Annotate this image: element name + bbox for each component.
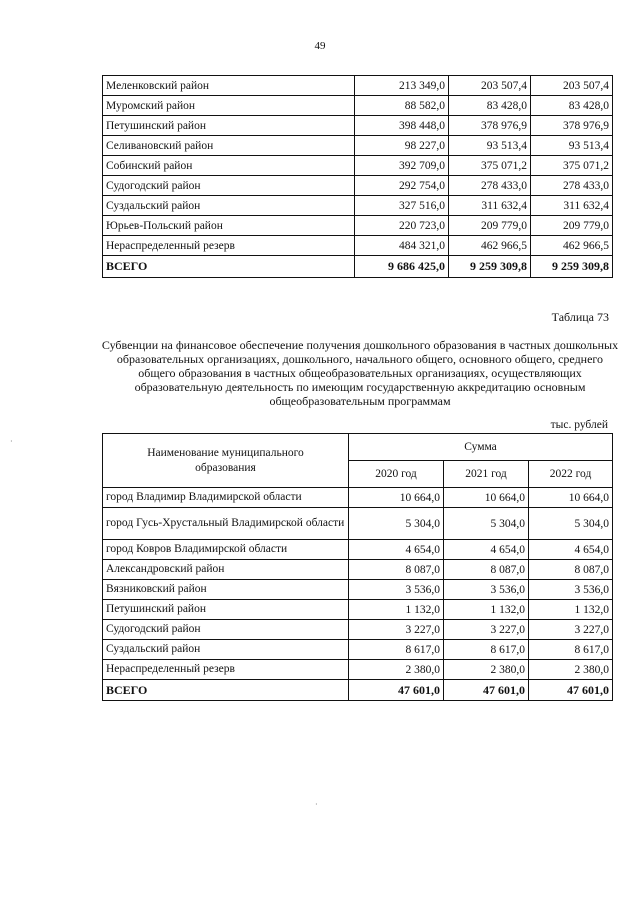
value-2022-cell: 209 779,0 <box>531 216 613 236</box>
value-2022-cell: 3 536,0 <box>529 580 613 600</box>
table-row <box>103 660 613 680</box>
year-2021-header: 2021 год <box>444 461 529 488</box>
value-2020-cell: 98 227,0 <box>355 136 449 156</box>
total-label-cell: ВСЕГО <box>103 256 355 278</box>
row-name-cell: Суздальский район <box>103 196 355 216</box>
value-2021-cell: 93 513,4 <box>449 136 531 156</box>
table-row <box>103 156 613 176</box>
scan-mark: · <box>10 437 13 446</box>
row-name-cell: Юрьев-Польский район <box>103 216 355 236</box>
value-2020-cell: 327 516,0 <box>355 196 449 216</box>
table-row <box>103 488 613 508</box>
row-name-cell: Меленковский район <box>103 76 355 96</box>
value-2022-cell: 375 071,2 <box>531 156 613 176</box>
value-2020-cell: 3 536,0 <box>349 580 444 600</box>
subvention-table <box>102 433 613 701</box>
row-name-cell: Селивановский район <box>103 136 355 156</box>
total-2020-cell: 47 601,0 <box>349 680 444 701</box>
value-2022-cell: 3 227,0 <box>529 620 613 640</box>
table-row <box>103 640 613 660</box>
value-2022-cell: 93 513,4 <box>531 136 613 156</box>
table-row <box>103 560 613 580</box>
row-name-cell: Александровский район <box>103 560 349 580</box>
row-name-cell: город Ковров Владимирской области <box>103 540 349 560</box>
table-row <box>103 216 613 236</box>
table1-body <box>103 76 613 278</box>
value-2021-cell: 3 536,0 <box>444 580 529 600</box>
table-label: Таблица 73 <box>551 310 609 324</box>
value-2020-cell: 8 617,0 <box>349 640 444 660</box>
value-2020-cell: 10 664,0 <box>349 488 444 508</box>
value-2020-cell: 5 304,0 <box>349 508 444 540</box>
total-2022-cell: 47 601,0 <box>529 680 613 701</box>
value-2021-cell: 83 428,0 <box>449 96 531 116</box>
total-2021-cell: 47 601,0 <box>444 680 529 701</box>
scan-mark: · <box>315 800 318 809</box>
value-2022-cell: 8 617,0 <box>529 640 613 660</box>
value-2022-cell: 378 976,9 <box>531 116 613 136</box>
table-row <box>103 116 613 136</box>
table-row <box>103 236 613 256</box>
value-2020-cell: 398 448,0 <box>355 116 449 136</box>
value-2020-cell: 392 709,0 <box>355 156 449 176</box>
value-2021-cell: 278 433,0 <box>449 176 531 196</box>
table-row <box>103 176 613 196</box>
table-row <box>103 600 613 620</box>
value-2022-cell: 83 428,0 <box>531 96 613 116</box>
row-name-cell: Муромский район <box>103 96 355 116</box>
value-2022-cell: 462 966,5 <box>531 236 613 256</box>
value-2020-cell: 1 132,0 <box>349 600 444 620</box>
value-2021-cell: 3 227,0 <box>444 620 529 640</box>
row-name-cell: город Гусь-Хрустальный Владимирской области <box>103 508 349 540</box>
total-2020-cell: 9 686 425,0 <box>355 256 449 278</box>
value-2021-cell: 462 966,5 <box>449 236 531 256</box>
total-row <box>103 256 613 278</box>
value-2020-cell: 213 349,0 <box>355 76 449 96</box>
value-2021-cell: 5 304,0 <box>444 508 529 540</box>
row-name-cell: Петушинский район <box>103 116 355 136</box>
value-2020-cell: 3 227,0 <box>349 620 444 640</box>
value-2020-cell: 292 754,0 <box>355 176 449 196</box>
total-2021-cell: 9 259 309,8 <box>449 256 531 278</box>
value-2021-cell: 375 071,2 <box>449 156 531 176</box>
table-row <box>103 620 613 640</box>
table-row <box>103 508 613 540</box>
value-2021-cell: 209 779,0 <box>449 216 531 236</box>
value-2022-cell: 4 654,0 <box>529 540 613 560</box>
value-2022-cell: 2 380,0 <box>529 660 613 680</box>
value-2022-cell: 203 507,4 <box>531 76 613 96</box>
table2-body <box>103 488 613 701</box>
value-2020-cell: 2 380,0 <box>349 660 444 680</box>
value-2022-cell: 5 304,0 <box>529 508 613 540</box>
value-2020-cell: 220 723,0 <box>355 216 449 236</box>
total-2022-cell: 9 259 309,8 <box>531 256 613 278</box>
row-name-cell: город Владимир Владимирской области <box>103 488 349 508</box>
table-row <box>103 580 613 600</box>
row-name-cell: Судогодский район <box>103 176 355 196</box>
value-2022-cell: 278 433,0 <box>531 176 613 196</box>
total-label-cell: ВСЕГО <box>103 680 349 701</box>
year-2020-header: 2020 год <box>349 461 444 488</box>
value-2022-cell: 311 632,4 <box>531 196 613 216</box>
value-2020-cell: 484 321,0 <box>355 236 449 256</box>
table-row <box>103 76 613 96</box>
value-2020-cell: 4 654,0 <box>349 540 444 560</box>
row-name-cell: Судогодский район <box>103 620 349 640</box>
district-totals-table <box>102 75 613 278</box>
value-2021-cell: 378 976,9 <box>449 116 531 136</box>
value-2020-cell: 88 582,0 <box>355 96 449 116</box>
row-name-cell: Суздальский район <box>103 640 349 660</box>
unit-label: тыс. рублей <box>550 419 608 431</box>
sum-header: Сумма <box>349 434 613 461</box>
row-name-cell: Нераспределенный резерв <box>103 236 355 256</box>
table-row <box>103 136 613 156</box>
row-name-cell: Собинский район <box>103 156 355 176</box>
table2-header <box>103 434 613 488</box>
row-name-cell: Петушинский район <box>103 600 349 620</box>
row-name-cell: Вязниковский район <box>103 580 349 600</box>
value-2022-cell: 10 664,0 <box>529 488 613 508</box>
value-2021-cell: 2 380,0 <box>444 660 529 680</box>
value-2021-cell: 8 087,0 <box>444 560 529 580</box>
value-2020-cell: 8 087,0 <box>349 560 444 580</box>
value-2021-cell: 8 617,0 <box>444 640 529 660</box>
table-row <box>103 540 613 560</box>
name-column-header: Наименование муниципального образования <box>103 434 349 488</box>
value-2021-cell: 4 654,0 <box>444 540 529 560</box>
value-2021-cell: 1 132,0 <box>444 600 529 620</box>
row-name-cell: Нераспределенный резерв <box>103 660 349 680</box>
value-2022-cell: 1 132,0 <box>529 600 613 620</box>
year-2022-header: 2022 год <box>529 461 613 488</box>
value-2022-cell: 8 087,0 <box>529 560 613 580</box>
table-row <box>103 196 613 216</box>
table-row <box>103 96 613 116</box>
value-2021-cell: 10 664,0 <box>444 488 529 508</box>
value-2021-cell: 311 632,4 <box>449 196 531 216</box>
total-row <box>103 680 613 701</box>
page-number: 49 <box>314 40 326 52</box>
value-2021-cell: 203 507,4 <box>449 76 531 96</box>
table-title: Субвенции на финансовое обеспечение получения дошкольного образования в частных дошкольных образовательных организациях, дошкольного, начального общего, основного общего, среднего общего образования в частных общеобразовательных организациях, осуществляющих образовательную деятельность по имеющим государственную аккредитацию основным общеобразовательным программам <box>101 338 619 408</box>
